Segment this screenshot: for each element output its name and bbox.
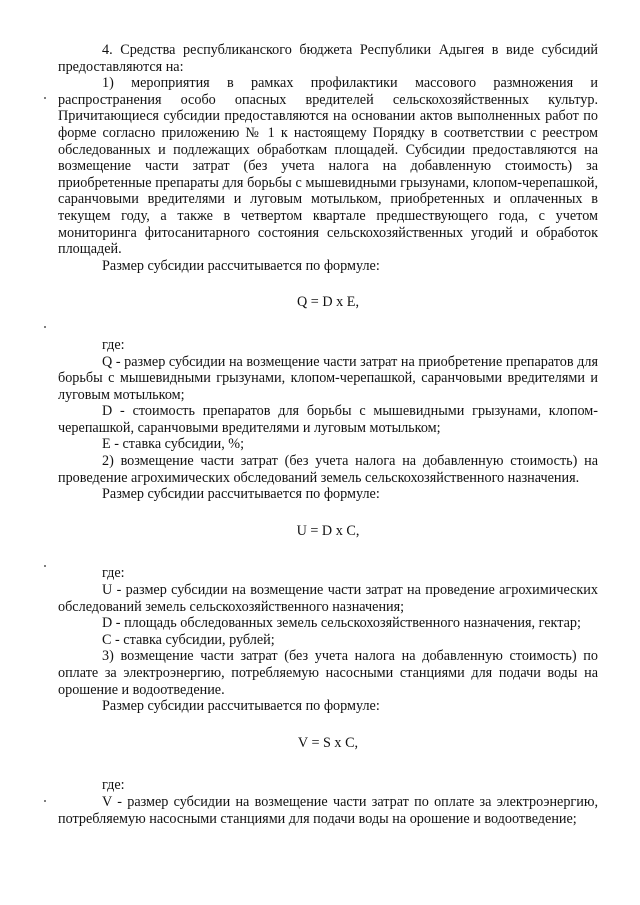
- scan-speck: [44, 800, 46, 802]
- scan-speck: [44, 97, 46, 99]
- definition-q: Q - размер субсидии на возмещение части затрат на приобретение препаратов для борьбы с мышевидными грызунами, клопом-черепашкой, саранчовыми вредителями и луговым мотыльком;: [58, 353, 598, 403]
- document-page: [58, 42, 598, 827]
- paragraph-4-intro: 4. Средства республиканского бюджета Республики Адыгея в виде субсидий предоставляются на:: [58, 42, 598, 75]
- formula-3: V = S x C,: [297, 734, 359, 751]
- where-label-1: где:: [102, 336, 125, 353]
- formula-2: U = D x C,: [296, 522, 360, 539]
- formula-intro-1: Размер субсидии рассчитывается по формуле:: [102, 257, 380, 274]
- paragraph-item-3: 3) возмещение части затрат (без учета налога на добавленную стоимость) по оплате за электроэнергию, потребляемую насосными станциями для подачи воды на орошение и водоотведение.: [58, 648, 598, 698]
- formula-intro-2: Размер субсидии рассчитывается по формуле:: [102, 486, 380, 503]
- formula-1: Q = D x E,: [297, 294, 359, 311]
- definition-d-2: D - площадь обследованных земель сельскохозяйственного назначения, гектар;: [102, 615, 581, 632]
- scan-speck: [44, 326, 46, 328]
- definition-u: U - размер субсидии на возмещение части затрат на проведение агрохимических обследований земель сельскохозяйственного назначения;: [58, 582, 598, 615]
- paragraph-item-2: 2) возмещение части затрат (без учета налога на добавленную стоимость) на проведение агрохимических обследований земель сельскохозяйственного назначения.: [58, 453, 598, 486]
- where-label-2: где:: [102, 565, 125, 582]
- where-label-3: где:: [102, 777, 125, 794]
- definition-e: E - ставка субсидии, %;: [102, 436, 245, 453]
- scan-speck: [44, 565, 46, 567]
- formula-intro-3: Размер субсидии рассчитывается по формуле:: [102, 698, 380, 715]
- definition-c: C - ставка субсидии, рублей;: [102, 631, 275, 648]
- definition-v: V - размер субсидии на возмещение части затрат по оплате за электроэнергию, потребляемую насосными станциями для подачи воды на орошение и водоотведение;: [58, 793, 598, 827]
- paragraph-item-1: 1) мероприятия в рамках профилактики массового размножения и распространения особо опасных вредителей сельскохозяйственных культур. Причитающиеся субсидии предоставляются на основании актов выполненных работ по форме согласно приложению № 1 к настоящему Порядку в соответствии с реестром обследованных и подлежащих обработкам площадей. Субсидии предоставляются на возмещение части затрат (без учета налога на добавленную стоимость) за приобретенные препараты для борьбы с мышевидными грызунами, клопом-черепашкой, саранчовыми вредителями и луговым мотыльком, приобретенных и оплаченных в текущем году, а также в четвертом квартале предшествующего года, с учетом мониторинга фитосанитарного состояния сельскохозяйственных угодий и обработок площадей.: [58, 75, 598, 258]
- definition-d-1: D - стоимость препаратов для борьбы с мышевидными грызунами, клопом-черепашкой, саранчовыми вредителями и луговым мотыльком;: [58, 403, 598, 436]
